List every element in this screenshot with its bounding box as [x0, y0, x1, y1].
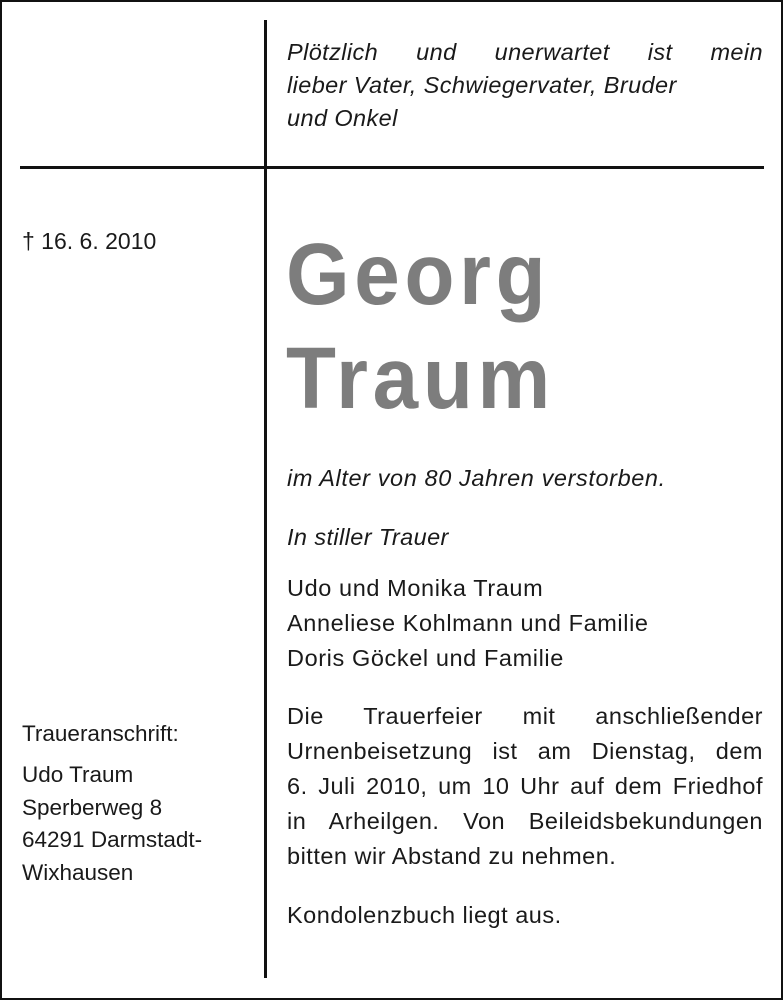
ceremony-line: Die Trauerfeier mit anschließender [287, 703, 763, 729]
ceremony-line: Urnenbeisetzung ist am Dienstag, dem [287, 738, 763, 764]
address-block [22, 759, 202, 889]
ceremony-line: in Arheilgen. Von Beileidsbekundungen [287, 808, 763, 834]
ceremony-text [287, 699, 763, 874]
intro-line: Plötzlich und unerwartet ist mein [287, 39, 763, 65]
ceremony-line: 6. Juli 2010, um 10 Uhr auf dem Friedhof [287, 773, 763, 799]
mourning-line: In stiller Trauer [287, 524, 449, 550]
address-line: Udo Traum [22, 762, 134, 787]
intro-text [287, 36, 763, 135]
family-list [287, 571, 649, 676]
last-name: Traum [286, 330, 555, 427]
family-member: Anneliese Kohlmann und Familie [287, 610, 649, 636]
family-member: Doris Göckel und Familie [287, 645, 564, 671]
first-name: Georg [286, 226, 551, 323]
ceremony-line: bitten wir Abstand zu nehmen. [287, 843, 617, 869]
intro-line: lieber Vater, Schwiegervater, Bruder [287, 72, 677, 98]
intro-line: und Onkel [287, 105, 398, 131]
address-line: Wixhausen [22, 859, 134, 885]
cross-horizontal-bar [20, 166, 764, 169]
family-member: Udo und Monika Traum [287, 575, 544, 601]
age-line: im Alter von 80 Jahren verstorben. [287, 465, 666, 491]
deceased-name [286, 223, 572, 431]
address-line: Sperberweg 8 [22, 794, 163, 820]
cross-vertical-bar [264, 20, 267, 978]
death-date: † 16. 6. 2010 [22, 228, 157, 254]
address-label: Traueranschrift: [22, 721, 179, 746]
address-line: 64291 Darmstadt- [22, 827, 203, 852]
condolence-note: Kondolenzbuch liegt aus. [287, 902, 562, 928]
